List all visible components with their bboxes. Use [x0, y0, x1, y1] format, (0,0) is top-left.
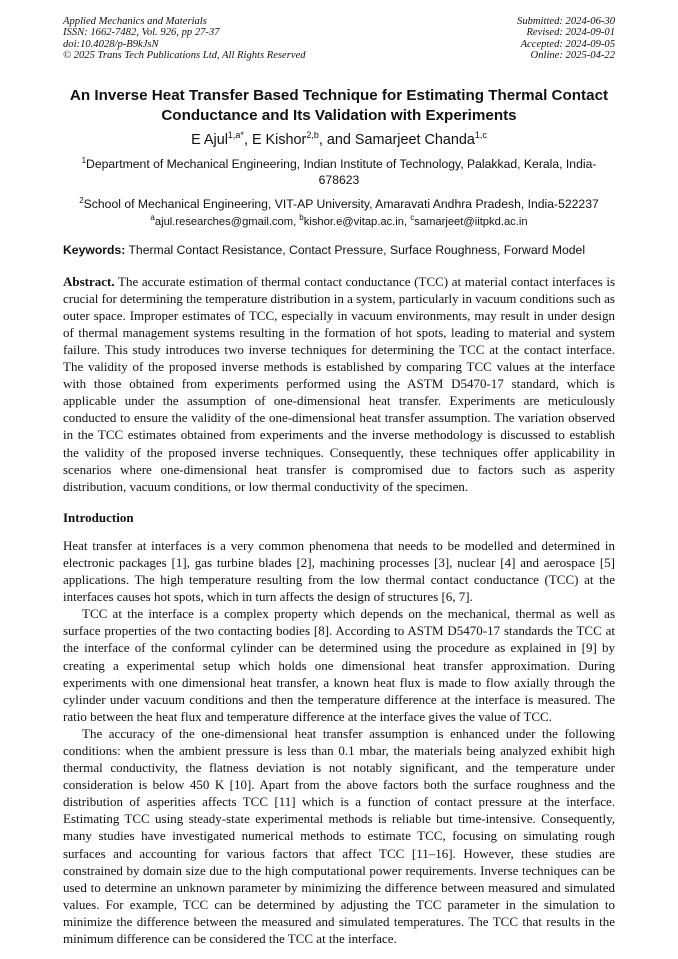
keywords	[63, 242, 615, 258]
author-name: E Kishor	[251, 131, 307, 148]
affiliation-text: Department of Mechanical Engineering, Indian Institute of Technology, Palakkad, Kerala, India-678623	[86, 156, 597, 187]
author-list	[63, 131, 615, 150]
intro-paragraph: Heat transfer at interfaces is a very common phenomena that needs to be modelled and determined in electronic packages [1], gas turbine blades [2], machining processes [3], nuclear [4] and aerospace [5] applications. The high temperature resulting from the low thermal contact conductance (TCC) at the interfaces causes hot spots, which in turn affects the design of structures [6, 7].	[63, 537, 615, 605]
email-mark: b	[299, 212, 304, 222]
abstract-text: The accurate estimation of thermal contact conductance (TCC) at material contact interfaces is crucial for determining the temperature distribution in a system, particularly in vacuum conditions such as outer space. Improper estimates of TCC, especially in vacuum environments, may result in under design of thermal management systems resulting in the formation of hot spots, leading to material and system failure. This study introduces two inverse techniques for determining the TCC at the contact interface. The validity of the proposed inverse methods is established by comparing TCC values at the interface with those obtained from experiments performed using the ASTM D5470-17 standard, which is applicable under the assumption of one-dimensional heat transfer. Experiments are meticulously conducted to ensure the validity of the one-dimensional heat transfer assumption. The variation observed in the TCC estimates obtained from experiments and the inverse methodology is discussed to establish the validity of the proposed inverse techniques. Consequently, these techniques offer applicability in scenarios where one-dimensional heat transfer is compromised due to factors such as asperity distribution, vacuum conditions, or low thermal conductivity of the specimen.	[63, 273, 616, 494]
affiliation-mark: 1	[81, 155, 87, 165]
email-mark: a	[150, 212, 155, 222]
author-name: Samarjeet Chanda	[354, 131, 475, 148]
author-separator: , and	[318, 131, 355, 148]
author-affiliation-mark: 1,a*	[227, 129, 244, 140]
affiliation	[63, 156, 615, 188]
submitted-date: Submitted: 2024-06-30	[517, 16, 615, 27]
author-affiliation-mark: 1,c	[474, 129, 487, 140]
keywords-text: Thermal Contact Resistance, Contact Pressure, Surface Roughness, Forward Model	[128, 242, 586, 257]
email-link[interactable]: samarjeet@iitpkd.ac.in	[414, 215, 528, 228]
intro-paragraph: The accuracy of the one-dimensional heat transfer assumption is enhanced under the following conditions: when the ambient pressure is less than 0.1 mbar, the materials being analyzed exhibit high thermal conductivity, the flatness deviation is not notably significant, and the temperature under consideration is below 450 K [10]. Apart from the above factors both the surface roughness and the distribution of asperities affects TCC [11] which is a function of contact pressure at the interface. Estimating TCC using steady-state experimental methods is reliable but time-intensive. Consequently, many studies have investigated numerical methods to estimate TCC, focusing on simulating rough surfaces and accounting for various factors that affect TCC [11–16]. However, these studies are constrained by domain size due to the high computational power requirements. Inverse techniques can be used to determine an unknown parameter by minimizing the difference between measured and simulated values. For example, TCC can be determined by adjusting the TCC parameter in the simulation to minimize the difference between the measured and simulated temperatures. The TCC that results in the minimum difference can be considered the TCC at the interface.	[63, 725, 615, 946]
affiliation-mark: 2	[79, 195, 84, 205]
abstract	[63, 273, 615, 495]
author-separator: ,	[243, 131, 252, 148]
paper-title: An Inverse Heat Transfer Based Technique for Estimating Thermal Contact Conductance and Its Validation with Experiments	[69, 86, 609, 124]
journal-info	[63, 16, 306, 62]
author-affiliation-mark: 2,b	[306, 129, 319, 140]
author-name: E Ajul	[191, 131, 228, 148]
affiliation-text: School of Mechanical Engineering, VIT-AP University, Amaravati Andhra Pradesh, India-522237	[83, 196, 599, 211]
journal-name: Applied Mechanics and Materials	[63, 16, 207, 27]
author-emails: $^a$ajul.researches@gmail.com, $^b$kishor.e@vitap.ac.in, $^c$samarjeet@iitpkd.ac.in	[150, 212, 528, 228]
keywords-label: Keywords:	[63, 242, 126, 257]
affiliation	[63, 196, 615, 212]
email-mark: c	[410, 212, 415, 222]
email-link[interactable]: kishor.e@vitap.ac.in	[303, 215, 405, 228]
email-link[interactable]: ajul.researches@gmail.com	[154, 215, 294, 228]
accepted-date: Accepted: 2024-09-05	[520, 38, 615, 50]
online-date: Online: 2025-04-22	[530, 50, 615, 62]
revised-date: Revised: 2024-09-01	[526, 27, 615, 39]
section-title-introduction: Introduction	[63, 509, 134, 525]
publication-dates	[517, 16, 615, 62]
doi: doi:10.4028/p-B9kJsN	[63, 38, 159, 50]
abstract-label: Abstract.	[63, 273, 115, 289]
issn: ISSN: 1662-7482, Vol. 926, pp 27-37	[63, 27, 220, 39]
copyright: © 2025 Trans Tech Publications Ltd, All Rights Reserved	[63, 50, 306, 62]
intro-paragraph: TCC at the interface is a complex property which depends on the mechanical, thermal as well as surface properties of the two contacting bodies [8]. According to ASTM D5470-17 standards the TCC at the interface of the conformal cylinder can be determined using the procedure as explained in [9] by creating a experimental setup which holds one dimensional heat transfer approximation. During experiments with one dimensional heat transfer, a known heat flux is made to flow axially through the cylinder under vacuum conditions and then the temperature difference at the interface is measured. The ratio between the heat flux and temperature difference at the interface gives the value of TCC.	[63, 606, 615, 724]
running-header	[63, 16, 615, 62]
